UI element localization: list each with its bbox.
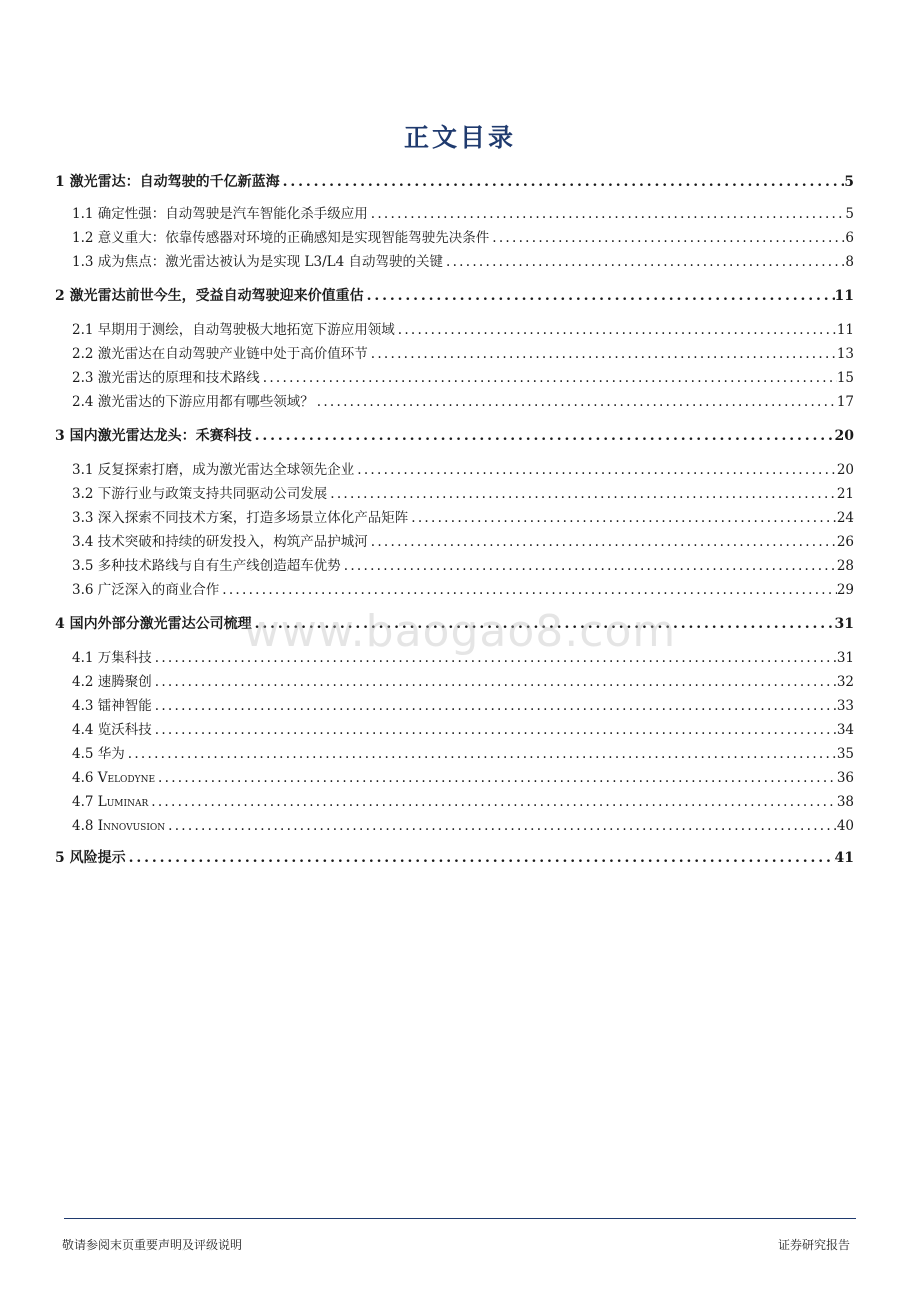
toc-entry[interactable]	[72, 460, 854, 480]
toc-entry-page: 31	[834, 616, 854, 632]
toc-leader-dots	[408, 508, 837, 528]
toc-entry-page: 20	[836, 462, 854, 478]
toc-leader-dots	[252, 614, 835, 634]
toc-entry[interactable]	[72, 816, 854, 836]
toc-leader-dots	[260, 368, 837, 388]
toc-leader-dots	[280, 172, 845, 192]
toc-entry-page: 24	[836, 510, 854, 526]
toc-entry-page: 31	[836, 650, 854, 666]
toc-entry[interactable]	[55, 426, 854, 446]
toc-entry-label: 3.6 广泛深入的商业合作	[72, 582, 220, 598]
toc-entry-page: 17	[836, 394, 854, 410]
toc-entry-label: 1 激光雷达：自动驾驶的千亿新蓝海	[55, 174, 280, 190]
toc-entry-page: 11	[834, 288, 854, 304]
toc-entry-page: 8	[845, 254, 854, 270]
toc-leader-dots	[443, 252, 845, 272]
toc-entry-page: 6	[845, 230, 854, 246]
toc-leader-dots	[341, 556, 837, 576]
toc-entry-label: 4.8 Innovusion	[72, 818, 166, 834]
toc-entry-label: 1.3 成为焦点：激光雷达被认为是实现 L3/L4 自动驾驶的关键	[72, 254, 443, 270]
toc-entry-page: 34	[836, 722, 854, 738]
toc-entry-label: 1.1 确定性强：自动驾驶是汽车智能化杀手级应用	[72, 206, 368, 222]
toc-entry[interactable]	[72, 392, 854, 412]
toc-leader-dots	[125, 744, 837, 764]
toc-entry-page: 20	[834, 428, 854, 444]
toc-entry-page: 28	[836, 558, 854, 574]
toc-entry[interactable]	[72, 320, 854, 340]
toc-entry-label: 4.4 览沃科技	[72, 722, 152, 738]
toc-entry-page: 36	[836, 770, 854, 786]
toc-leader-dots	[368, 532, 837, 552]
toc-entry-page: 41	[834, 850, 854, 866]
footer-divider	[64, 1218, 856, 1219]
toc-entry[interactable]	[55, 848, 854, 868]
toc-entry[interactable]	[55, 614, 854, 634]
toc-entry-label: 4.1 万集科技	[72, 650, 152, 666]
toc-leader-dots	[368, 204, 846, 224]
toc-entry-page: 29	[836, 582, 854, 598]
toc-entry-page: 13	[836, 346, 854, 362]
toc-entry-label: 4 国内外部分激光雷达公司梳理	[55, 616, 252, 632]
toc-entry[interactable]	[72, 484, 854, 504]
toc-entry[interactable]	[72, 768, 854, 788]
toc-entry[interactable]	[72, 204, 854, 224]
toc-entry-label: 3.5 多种技术路线与自有生产线创造超车优势	[72, 558, 341, 574]
toc-entry[interactable]	[72, 696, 854, 716]
toc-entry-label: 2.2 激光雷达在自动驾驶产业链中处于高价值环节	[72, 346, 368, 362]
toc-leader-dots	[314, 392, 837, 412]
toc-leader-dots	[152, 672, 837, 692]
toc-leader-dots	[155, 768, 837, 788]
toc-entry-label: 4.6 Velodyne	[72, 770, 156, 786]
toc-entry[interactable]	[72, 648, 854, 668]
toc-leader-dots	[219, 580, 837, 600]
toc-entry-page: 40	[836, 818, 854, 834]
toc-leader-dots	[354, 460, 837, 480]
toc-entry-label: 3.1 反复探索打磨，成为激光雷达全球领先企业	[72, 462, 355, 478]
toc-entry-page: 21	[836, 486, 854, 502]
toc-entry-label: 4.2 速腾聚创	[72, 674, 152, 690]
toc-leader-dots	[489, 228, 845, 248]
toc-entry[interactable]	[72, 556, 854, 576]
toc-entry-label: 2 激光雷达前世今生，受益自动驾驶迎来价值重估	[55, 288, 364, 304]
toc-leader-dots	[152, 648, 837, 668]
toc-entry-label: 4.5 华为	[72, 746, 125, 762]
toc-entry-page: 32	[836, 674, 854, 690]
toc-entry-page: 15	[836, 370, 854, 386]
toc-entry-label: 2.4 激光雷达的下游应用都有哪些领域？	[72, 394, 314, 410]
toc-entry[interactable]	[72, 744, 854, 764]
toc-entry-label: 1.2 意义重大：依靠传感器对环境的正确感知是实现智能驾驶先决条件	[72, 230, 490, 246]
toc-entry[interactable]	[72, 344, 854, 364]
toc-leader-dots	[252, 426, 835, 446]
toc-leader-dots	[165, 816, 837, 836]
toc-entry[interactable]	[72, 508, 854, 528]
toc-entry-label: 2.3 激光雷达的原理和技术路线	[72, 370, 260, 386]
toc-entry-page: 35	[836, 746, 854, 762]
toc-entry[interactable]	[55, 172, 854, 192]
toc-entry[interactable]	[72, 368, 854, 388]
toc-leader-dots	[395, 320, 837, 340]
toc-entry-page: 5	[845, 206, 854, 222]
toc-entry-label: 4.3 镭神智能	[72, 698, 152, 714]
toc-leader-dots	[368, 344, 837, 364]
page-title: 正文目录	[403, 123, 516, 152]
toc-entry-label: 5 风险提示	[55, 850, 126, 866]
toc-leader-dots	[126, 848, 835, 868]
toc-entry-page: 26	[836, 534, 854, 550]
toc-entry[interactable]	[72, 672, 854, 692]
footer-report-type: 证券研究报告	[777, 1238, 850, 1252]
footer-disclaimer: 敬请参阅末页重要声明及评级说明	[62, 1238, 243, 1252]
toc-entry-label: 3.2 下游行业与政策支持共同驱动公司发展	[72, 486, 328, 502]
toc-entry[interactable]	[72, 252, 854, 272]
toc-entry[interactable]	[55, 286, 854, 306]
toc-entry-page: 38	[836, 794, 854, 810]
toc-entry-page: 5	[844, 174, 854, 190]
toc-entry[interactable]	[72, 720, 854, 740]
toc-leader-dots	[152, 696, 837, 716]
toc-entry-page: 11	[836, 322, 854, 338]
toc-leader-dots	[327, 484, 837, 504]
toc-leader-dots	[364, 286, 835, 306]
toc-leader-dots	[148, 792, 837, 812]
toc-entry-page: 33	[836, 698, 854, 714]
toc-entry-label: 3 国内激光雷达龙头：禾赛科技	[55, 428, 252, 444]
toc-entry-label: 4.7 Luminar	[72, 794, 149, 810]
toc-entry-label: 3.3 深入探索不同技术方案，打造多场景立体化产品矩阵	[72, 510, 409, 526]
toc-entry[interactable]	[72, 532, 854, 552]
toc-entry[interactable]	[72, 792, 854, 812]
toc-leader-dots	[152, 720, 837, 740]
toc-entry[interactable]	[72, 228, 854, 248]
watermark: www.baogao8.com	[243, 606, 677, 657]
toc-entry[interactable]	[72, 580, 854, 600]
toc-entry-label: 3.4 技术突破和持续的研发投入，构筑产品护城河	[72, 534, 368, 550]
toc-entry-label: 2.1 早期用于测绘，自动驾驶极大地拓宽下游应用领域	[72, 322, 395, 338]
